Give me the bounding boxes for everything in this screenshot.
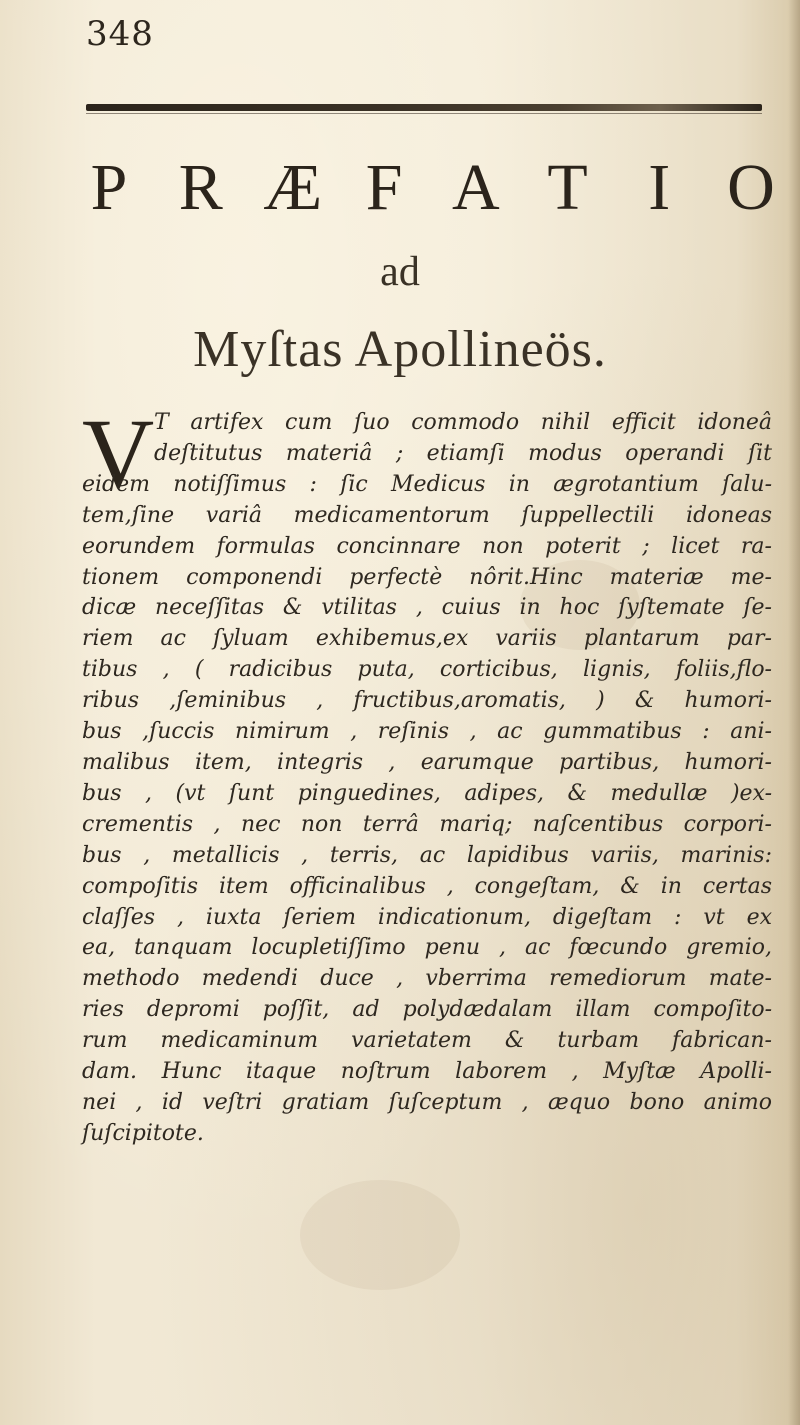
body-line: deſtitutus materiâ ; etiamſi modus operandi ſit <box>154 440 772 466</box>
body-line: rum medicaminum varietatem & turbam fabrican- <box>82 1028 772 1054</box>
body-line: malibus item, integris , earumque partibus, humori- <box>82 749 772 775</box>
drop-cap: V <box>82 398 155 509</box>
body-line: eidem notiſſimus : ſic Medicus in ægrotantium ſalu- <box>82 471 772 497</box>
page-title <box>80 150 780 226</box>
body-line: ries depromi poſſit, ad polydædalam illam compoſito- <box>82 997 772 1023</box>
preface-body <box>82 408 772 1150</box>
body-line: bus ,ſuccis nimirum , reſinis , ac gummatibus : ani- <box>82 719 772 745</box>
body-line: compoſitis item officinalibus , congeſtam, & in certas <box>82 873 772 899</box>
title-letter: I <box>648 151 671 224</box>
body-line: ſuſcipitote. <box>82 1120 204 1146</box>
body-line: bus , (vt ſunt pinguedines, adipes, & medullæ )ex- <box>82 780 772 806</box>
body-line: ea, tanquam locupletiſſimo penu , ac fœcundo gremio, <box>82 935 772 961</box>
body-line: tibus , ( radicibus puta, corticibus, lignis, foliis,flo- <box>82 657 772 683</box>
page-number: 348 <box>86 14 154 54</box>
subtitle-dedication: Myſtas Apollineös. <box>193 321 607 378</box>
title-letter: Æ <box>263 151 323 224</box>
body-line: tem,ſine variâ medicamentorum ſuppellectili idoneas <box>82 502 772 528</box>
paper-stain <box>300 1180 460 1290</box>
body-line: nei , id veſtri gratiam ſuſceptum , æquo bono animo <box>82 1089 772 1115</box>
body-line: riem ac ſyluam exhibemus,ex variis plantarum par- <box>82 626 772 652</box>
ornamental-rule <box>86 104 762 111</box>
body-line: dam. Hunc itaque noſtrum laborem , Myſtæ Apolli- <box>82 1059 772 1085</box>
title-letter: R <box>178 151 223 224</box>
body-line: ribus ,ſeminibus , fructibus,aromatis, ) & humori- <box>82 688 772 714</box>
body-line: claſſes , iuxta ſeriem indicationum, digeſtam : vt ex <box>82 904 772 930</box>
body-line: crementis , nec non terrâ mariq; naſcentibus corpori- <box>82 811 772 837</box>
title-letter: P <box>90 151 128 224</box>
body-line: bus , metallicis , terris, ac lapidibus variis, marinis: <box>82 842 772 868</box>
title-letter: F <box>365 151 403 224</box>
title-letter: T <box>547 151 588 224</box>
body-line: methodo medendi duce , vberrima remediorum mate- <box>82 966 772 992</box>
title-letter: O <box>727 151 775 224</box>
body-line: dicæ neceſſitas & vtilitas , cuius in hoc ſyſtemate ſe- <box>82 595 772 621</box>
title-letter: A <box>451 151 500 224</box>
body-line: tionem componendi perfectè nôrit.Hinc materiæ me- <box>82 564 772 590</box>
body-line: eorundem formulas concinnare non poterit ; licet ra- <box>82 533 772 559</box>
page-edge-shadow <box>788 0 800 1425</box>
subtitle-ad: ad <box>380 249 420 295</box>
body-line: T artifex cum ſuo commodo nihil efficit idoneâ <box>154 410 772 435</box>
